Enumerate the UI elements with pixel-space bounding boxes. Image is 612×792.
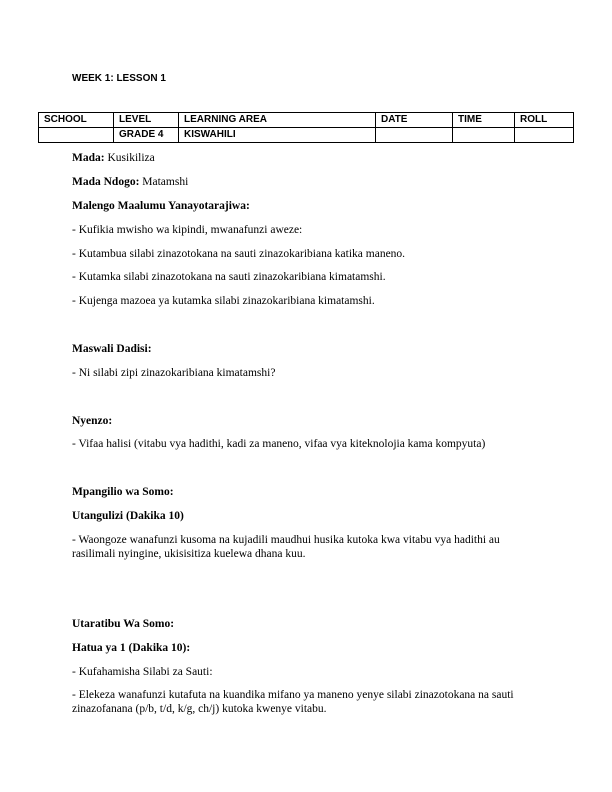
table-cell-level: GRADE 4 xyxy=(114,128,179,143)
utangulizi-heading: Utangulizi (Dakika 10) xyxy=(72,510,184,522)
mpangilio-heading: Mpangilio wa Somo: xyxy=(72,486,174,498)
list-item: - Kufikia mwisho wa kipindi, mwanafunzi aweze: xyxy=(72,224,303,236)
table-header-learning-area: LEARNING AREA xyxy=(179,113,376,128)
maswali-heading: Maswali Dadisi: xyxy=(72,343,152,355)
hatua1-text: - Elekeza wanafunzi kutafuta na kuandika mifano ya maneno yenye silabi zinazotokana na sauti zinazofanana (p/b, t/d, k/g, ch/j) kutoka kwenye vitabu. xyxy=(72,689,514,715)
week-lesson-heading: WEEK 1: LESSON 1 xyxy=(72,73,166,84)
hatua1-heading: Hatua ya 1 (Dakika 10): xyxy=(72,642,191,654)
list-item: - Ni silabi zipi zinazokaribiana kimatamshi? xyxy=(72,367,276,379)
list-item: - Vifaa halisi (vitabu vya hadithi, kadi za maneno, vifaa vya kiteknolojia kama kompyuta) xyxy=(72,438,486,450)
malengo-heading: Malengo Maalumu Yanayotarajiwa: xyxy=(72,200,250,212)
table-cell-school xyxy=(39,128,114,143)
table-header-roll: ROLL xyxy=(515,113,574,128)
nyenzo-heading: Nyenzo: xyxy=(72,415,113,427)
mada-ndogo-line xyxy=(72,175,188,189)
table-header-time: TIME xyxy=(453,113,515,128)
table-cell-roll xyxy=(515,128,574,143)
table-header-row xyxy=(39,113,574,128)
list-item: - Kujenga mazoea ya kutamka silabi zinazokaribiana kimatamshi. xyxy=(72,295,375,307)
utangulizi-text: - Waongoze wanafunzi kusoma na kujadili maudhui husika kutoka kwa vitabu vya hadithi au rasilimali nyingine, ukisisitiza kuelewa dhana kuu. xyxy=(72,534,500,560)
table-header-level: LEVEL xyxy=(114,113,179,128)
mada-label: Mada: xyxy=(72,152,105,164)
table-cell-learning-area: KISWAHILI xyxy=(179,128,376,143)
table-cell-time xyxy=(453,128,515,143)
table-header-school: SCHOOL xyxy=(39,113,114,128)
mada-ndogo-label: Mada Ndogo: xyxy=(72,176,140,188)
table-header-date: DATE xyxy=(376,113,453,128)
list-item: - Kutamka silabi zinazotokana na sauti zinazokaribiana kimatamshi. xyxy=(72,271,386,283)
table-row xyxy=(39,128,574,143)
mada-ndogo-value: Matamshi xyxy=(142,176,189,188)
mada-line xyxy=(72,151,155,165)
mada-value: Kusikiliza xyxy=(107,152,155,164)
list-item: - Kutambua silabi zinazotokana na sauti zinazokaribiana katika maneno. xyxy=(72,248,406,260)
table-cell-date xyxy=(376,128,453,143)
list-item: - Kufahamisha Silabi za Sauti: xyxy=(72,666,213,678)
lesson-info-table xyxy=(38,112,574,143)
utaratibu-heading: Utaratibu Wa Somo: xyxy=(72,618,175,630)
